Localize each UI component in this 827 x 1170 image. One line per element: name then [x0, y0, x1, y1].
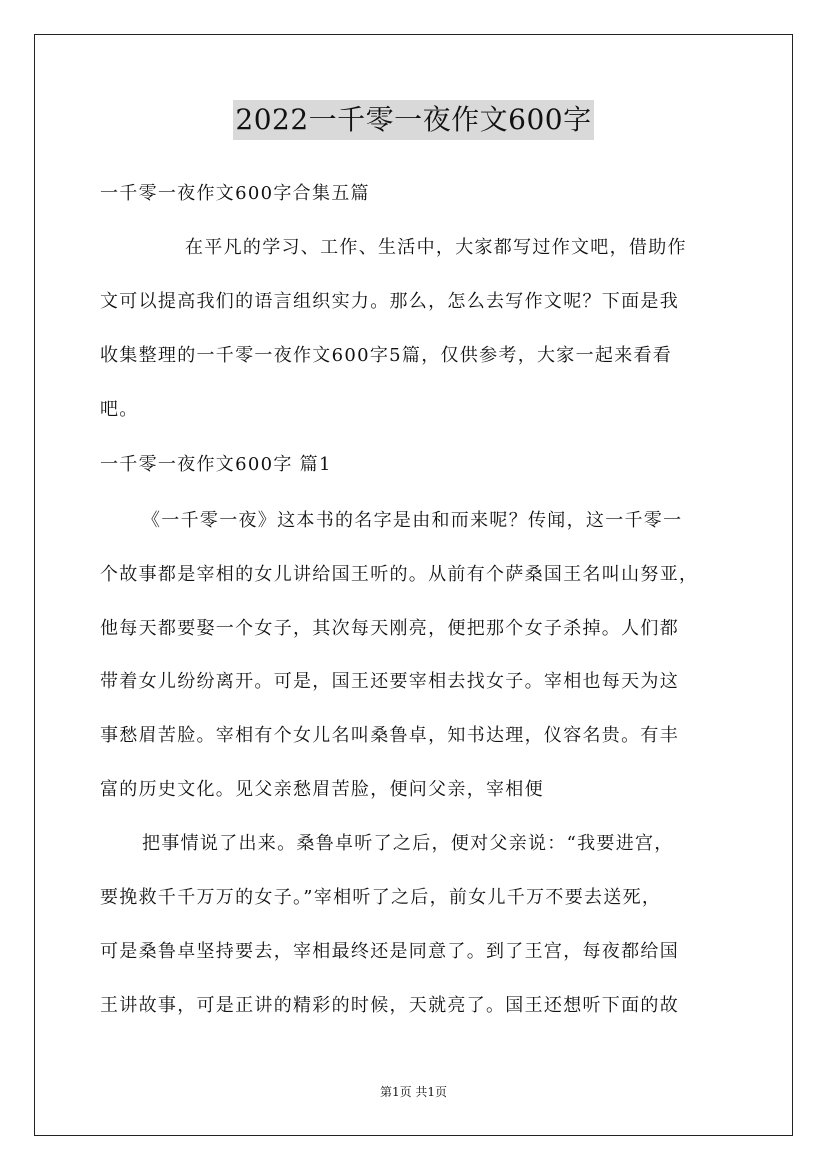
intro-line-1: 在平凡的学习、工作、生活中，大家都写过作文吧，借助作 [185, 237, 687, 258]
intro-line-4: 吧。 [100, 399, 139, 420]
intro-line-2: 文可以提高我们的语言组织实力。那么，怎么去写作文呢？下面是我 [100, 291, 679, 312]
body-line-10: 王讲故事，可是正讲的精彩的时候，天就亮了。国王还想听下面的故 [100, 995, 679, 1016]
body-line-9: 可是桑鲁卓坚持要去，宰相最终还是同意了。到了王宫，每夜都给国 [100, 941, 679, 962]
body-line-2: 个故事都是宰相的女儿讲给国王听的。从前有个萨桑国王名叫山努亚， [100, 564, 699, 585]
body-line-6: 富的历史文化。见父亲愁眉苦脸，便问父亲，宰相便 [100, 779, 544, 800]
body-line-3: 他每天都要娶一个女子，其次每天刚亮，便把那个女子杀掉。人们都 [100, 618, 679, 639]
page-footer: 第1页 共1页 [379, 1085, 448, 1099]
body-line-7: 把事情说了出来。桑鲁卓听了之后，便对父亲说：“我要进宫， [142, 833, 674, 854]
body-line-4: 带着女儿纷纷离开。可是，国王还要宰相去找女子。宰相也每天为这 [100, 671, 679, 692]
document-title: 2022一千零一夜作文600字 [233, 100, 593, 140]
body-line-1: 《一千零一夜》这本书的名字是由和而来呢？传闻，这一千零一 [142, 510, 683, 531]
intro-line-3: 收集整理的一千零一夜作文600字5篇，仅供参考，大家一起来看看 [100, 345, 673, 366]
document-title-wrap [0, 100, 827, 140]
body-line-5: 事愁眉苦脸。宰相有个女儿名叫桑鲁卓，知书达理，仪容名贵。有丰 [100, 725, 679, 746]
subtitle: 一千零一夜作文600字合集五篇 [100, 183, 370, 204]
body-line-8: 要挽救千千万万的女子。”宰相听了之后，前女儿千万不要去送死， [100, 887, 662, 908]
section-heading: 一千零一夜作文600字 篇1 [100, 454, 332, 475]
